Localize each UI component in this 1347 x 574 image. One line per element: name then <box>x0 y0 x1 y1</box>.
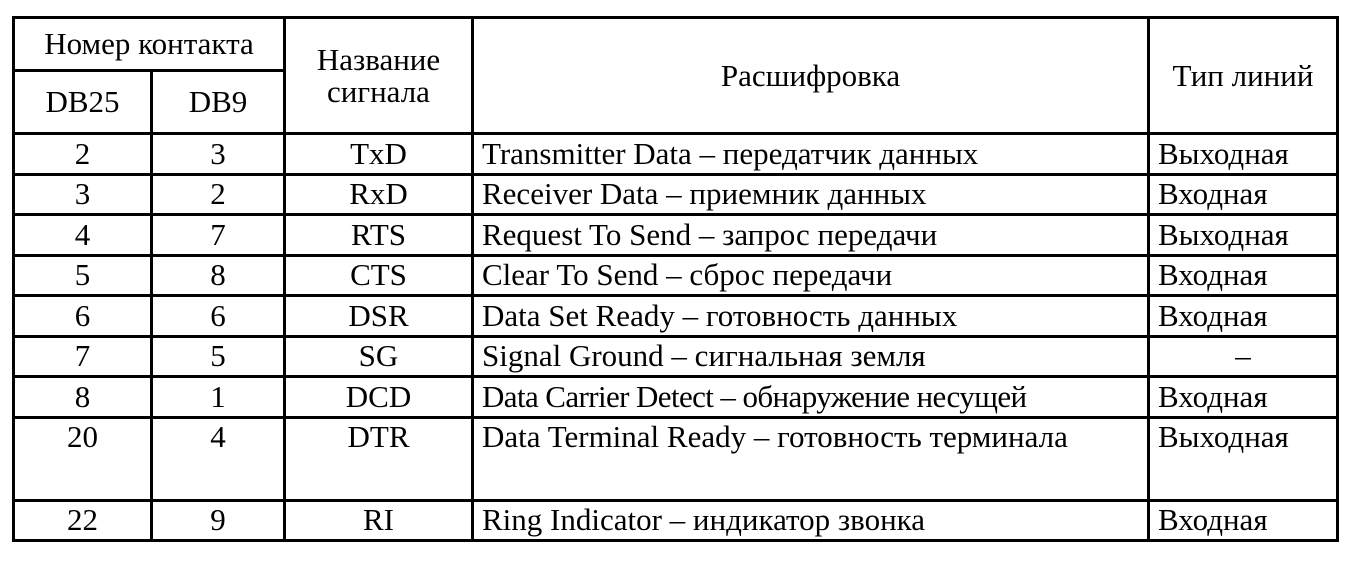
cell-description: Data Set Ready – готовность данных <box>473 296 1149 337</box>
cell-signal: RxD <box>285 174 473 215</box>
cell-db9: 1 <box>152 377 285 418</box>
cell-db9: 8 <box>152 255 285 296</box>
cell-db25: 3 <box>14 174 152 215</box>
cell-db9: 2 <box>152 174 285 215</box>
cell-description: Clear To Send – сброс передачи <box>473 255 1149 296</box>
cell-db25: 7 <box>14 336 152 377</box>
cell-description: Data Carrier Detect – обнаружение несущей <box>473 377 1149 418</box>
header-description: Расшифровка <box>473 18 1149 134</box>
cell-description: Request To Send – запрос передачи <box>473 215 1149 256</box>
cell-signal: DTR <box>285 417 473 500</box>
cell-db25: 22 <box>14 500 152 541</box>
header-pin-number: Номер контакта <box>14 18 285 71</box>
cell-line-type: Входная <box>1149 296 1338 337</box>
table-row <box>14 417 1338 500</box>
header-line-type: Тип линий <box>1149 18 1338 134</box>
cell-signal: DCD <box>285 377 473 418</box>
cell-line-type: Выходная <box>1149 215 1338 256</box>
header-db9: DB9 <box>152 71 285 134</box>
cell-description: Signal Ground – сигнальная земля <box>473 336 1149 377</box>
cell-signal: RI <box>285 500 473 541</box>
table-row <box>14 134 1338 175</box>
table-row <box>14 255 1338 296</box>
cell-db25: 2 <box>14 134 152 175</box>
cell-description: Data Terminal Ready – готовность терминала <box>473 417 1149 500</box>
cell-line-type: Входная <box>1149 500 1338 541</box>
cell-signal: RTS <box>285 215 473 256</box>
cell-db9: 4 <box>152 417 285 500</box>
cell-line-type: Входная <box>1149 174 1338 215</box>
table-row <box>14 215 1338 256</box>
header-db25: DB25 <box>14 71 152 134</box>
cell-description: Receiver Data – приемник данных <box>473 174 1149 215</box>
cell-line-type: Входная <box>1149 255 1338 296</box>
cell-db25: 5 <box>14 255 152 296</box>
table-row <box>14 377 1338 418</box>
cell-signal: TxD <box>285 134 473 175</box>
cell-db9: 3 <box>152 134 285 175</box>
cell-db25: 6 <box>14 296 152 337</box>
pinout-table <box>12 16 1339 542</box>
header-row-top <box>14 18 1338 71</box>
header-signal-name: Название сигнала <box>285 18 473 134</box>
cell-db9: 5 <box>152 336 285 377</box>
cell-db9: 7 <box>152 215 285 256</box>
cell-line-type: Выходная <box>1149 134 1338 175</box>
cell-db25: 4 <box>14 215 152 256</box>
cell-db9: 6 <box>152 296 285 337</box>
table-row <box>14 500 1338 541</box>
cell-signal: DSR <box>285 296 473 337</box>
cell-line-type: Выходная <box>1149 417 1338 500</box>
cell-line-type: Входная <box>1149 377 1338 418</box>
table-row <box>14 174 1338 215</box>
cell-line-type: – <box>1149 336 1338 377</box>
cell-db25: 20 <box>14 417 152 500</box>
cell-db25: 8 <box>14 377 152 418</box>
cell-signal: CTS <box>285 255 473 296</box>
cell-description: Transmitter Data – передатчик данных <box>473 134 1149 175</box>
cell-signal: SG <box>285 336 473 377</box>
cell-description: Ring Indicator – индикатор звонка <box>473 500 1149 541</box>
table-row <box>14 336 1338 377</box>
cell-db9: 9 <box>152 500 285 541</box>
table-row <box>14 296 1338 337</box>
cropped-title-fragment <box>0 0 1347 14</box>
